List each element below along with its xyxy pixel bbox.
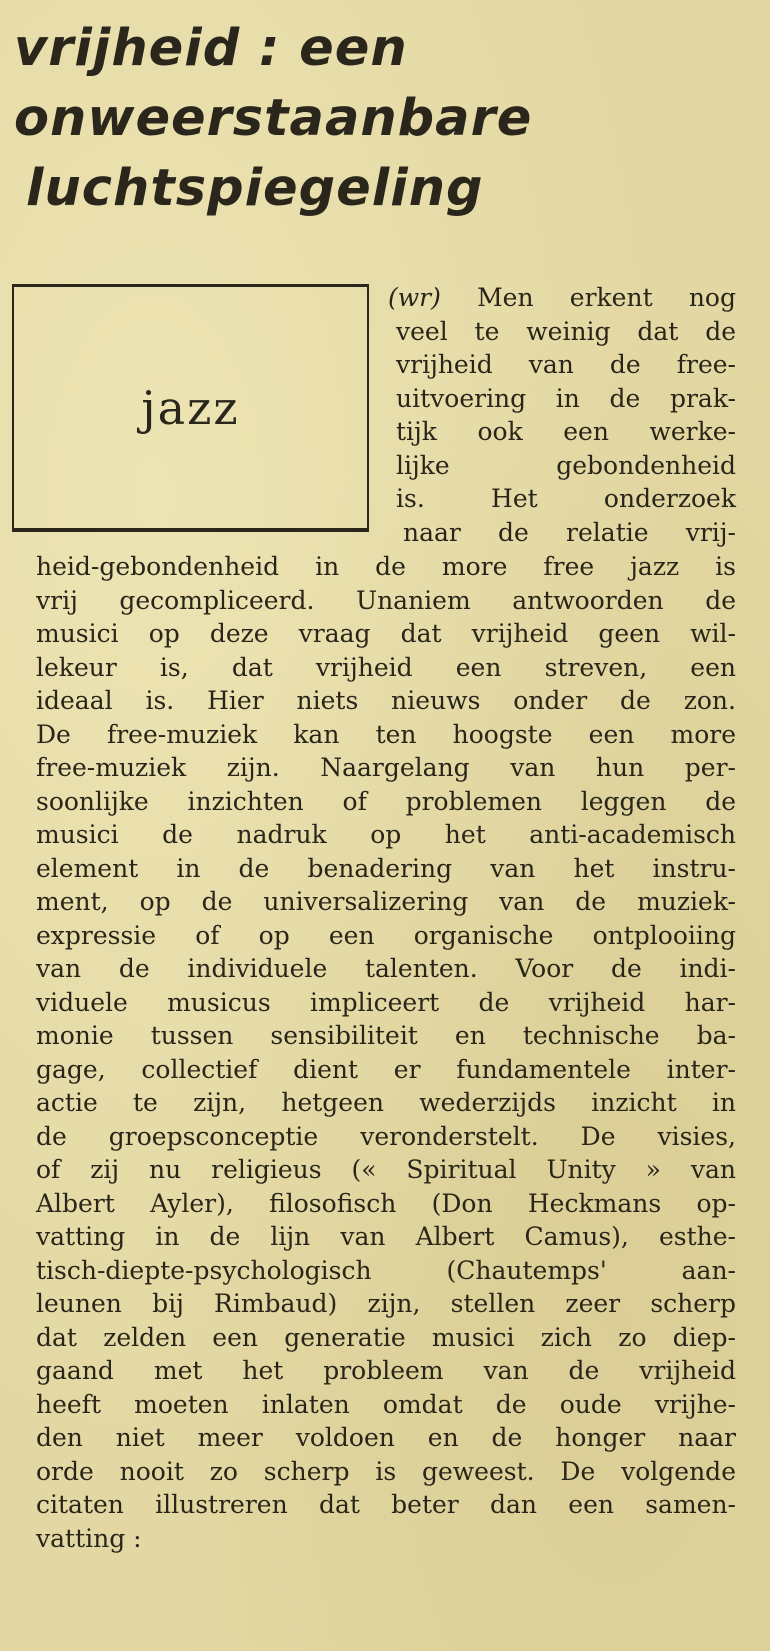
article-line: heid-gebondenheid in de more free jazz is	[36, 552, 736, 581]
headline	[14, 14, 754, 224]
article-line: gaand met het probleem van de vrijheid	[36, 1356, 736, 1385]
article-line: dat zelden een generatie musici zich zo diep-	[36, 1323, 736, 1352]
article-line: tisch-diepte-psychologisch (Chautemps' aan-	[36, 1256, 736, 1285]
article-line: tijk ook een werke-	[396, 417, 736, 446]
article-line: van de individuele talenten. Voor de indi-	[36, 954, 736, 983]
article-line: monie tussen sensibiliteit en technische ba-	[36, 1021, 736, 1050]
article-line: leunen bij Rimbaud) zijn, stellen zeer scherp	[36, 1289, 736, 1318]
article-line: ment, op de universalizering van de muziek-	[36, 887, 736, 916]
article-line: actie te zijn, hetgeen wederzijds inzicht in	[36, 1088, 736, 1117]
article-line: heeft moeten inlaten omdat de oude vrijhe-	[36, 1390, 736, 1419]
article-line: gage, collectief dient er fundamentele inter-	[36, 1055, 736, 1084]
article-line: citaten illustreren dat beter dan een samen-	[36, 1490, 736, 1519]
article-line: den niet meer voldoen en de honger naar	[36, 1423, 736, 1452]
article-line: of zij nu religieus (« Spiritual Unity » van	[36, 1155, 736, 1184]
article-line: ideaal is. Hier niets nieuws onder de zon.	[36, 686, 736, 715]
article-line: vatting :	[36, 1524, 142, 1553]
article-line: musici de nadruk op het anti-academisch	[36, 820, 736, 849]
article-line	[388, 281, 736, 314]
article-line: veel te weinig dat de	[396, 317, 736, 346]
jazz-section-box	[12, 284, 369, 532]
article-line: vrij gecompliceerd. Unaniem antwoorden de	[36, 586, 736, 615]
article-line: musici op deze vraag dat vrijheid geen wil-	[36, 619, 736, 648]
article-line: vrijheid van de free-	[396, 350, 736, 379]
jazz-section-label: jazz	[141, 381, 240, 435]
article-line: De free-muziek kan ten hoogste een more	[36, 720, 736, 749]
article-line: lijke gebondenheid	[396, 451, 736, 480]
article-line: de groepsconceptie veronderstelt. De visies,	[36, 1122, 736, 1151]
article-line: lekeur is, dat vrijheid een streven, een	[36, 653, 736, 682]
article-line: Albert Ayler), filosofisch (Don Heckmans op-	[36, 1189, 736, 1218]
article-line: expressie of op een organische ontplooiing	[36, 921, 736, 950]
article-line: element in de benadering van het instru-	[36, 854, 736, 883]
article-line: uitvoering in de prak-	[396, 384, 736, 413]
article-line: free-muziek zijn. Naargelang van hun per-	[36, 753, 736, 782]
headline-line-3: luchtspiegeling	[26, 159, 484, 218]
article-line: soonlijke inzichten of problemen leggen de	[36, 787, 736, 816]
article-line: viduele musicus impliceert de vrijheid har-	[36, 988, 736, 1017]
byline: (wr)	[388, 283, 441, 312]
article-line: vatting in de lijn van Albert Camus), esthe-	[36, 1222, 736, 1251]
article-line-text: Men erkent nog	[477, 283, 736, 312]
headline-line-1: vrijheid : een	[14, 19, 408, 78]
article-line: orde nooit zo scherp is geweest. De volgende	[36, 1457, 736, 1486]
article-line: is. Het onderzoek	[396, 484, 736, 513]
article-line: naar de relatie vrij-	[403, 518, 736, 547]
headline-line-2: onweerstaanbare	[14, 89, 533, 148]
